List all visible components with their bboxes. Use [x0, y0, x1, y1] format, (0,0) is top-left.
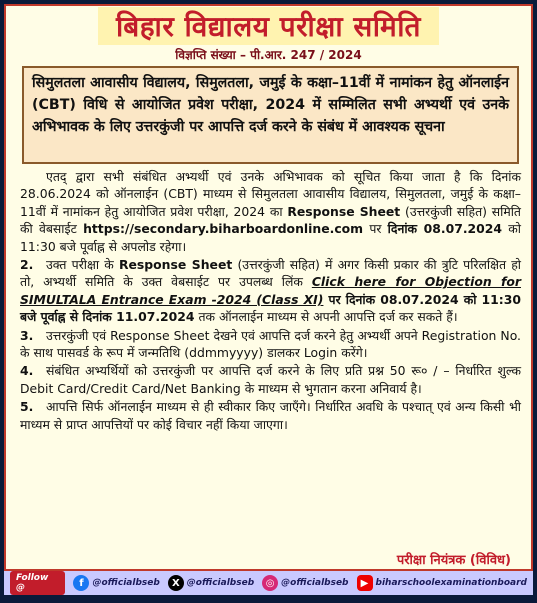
facebook-link[interactable]: f @officialbseb — [73, 575, 159, 591]
social-footer — [4, 571, 533, 595]
instagram-link[interactable]: ◎ @officialbseb — [262, 575, 348, 591]
youtube-icon: ▶ — [357, 575, 373, 591]
notice-body — [20, 168, 521, 434]
x-icon: X — [168, 575, 184, 591]
notice-sheet — [4, 4, 533, 571]
x-link[interactable]: X @officialbseb — [168, 575, 254, 591]
objection-link[interactable]: Click here for Objection for SIMULTALA Entrance Exam -2024 (Class XI) — [20, 274, 521, 307]
paragraph-5: 5. आपत्ति सिर्फ ऑनलाईन माध्यम से ही स्वीकार किए जाएँगे। निर्धारित अवधि के पश्चात् एवं अन्य किसी भी माध्यम से प्राप्त आपत्तियों पर कोई विचार नहीं किया जाएगा। — [20, 399, 521, 432]
youtube-link[interactable]: ▶ biharschoolexaminationboard — [357, 575, 527, 591]
notice-subject: सिमुलतला आवासीय विद्यालय, सिमुलतला, जमुई के कक्षा–11वीं में नामांकन हेतु ऑनलाईन (CBT) विधि से आयोजित प्रवेश परीक्षा, 2024 में सम्मिलित सभी अभ्यर्थी एवं उनके अभिभावक के लिए उत्तरकुंजी पर आपत्ति दर्ज करने के संबंध में आवश्यक सूचना — [22, 66, 519, 164]
instagram-icon: ◎ — [262, 575, 278, 591]
paragraph-intro: एतद् द्वारा सभी संबंधित अभ्यर्थी एवं उनके अभिभावक को सूचित किया जाता है कि दिनांक 28.06.2024 को ऑनलाईन (CBT) माध्यम से सिमुलतला आवासीय विद्यालय, सिमुलतला, जमुई के कक्षा–11वीं में नामांकन हेतु आयोजित प्रवेश परीक्षा, 2024 का Response Sheet (उत्तरकुंजी सहित) समिति की वेबसाईट https://secondary.biharboardonline.com पर दिनांक 08.07.2024 को 11:30 बजे पूर्वाह्न से अपलोड रहेगा। — [20, 169, 521, 254]
facebook-icon: f — [73, 575, 89, 591]
paragraph-4: 4. संबंधित अभ्यर्थियों को उत्तरकुंजी पर आपत्ति दर्ज करने के लिए प्रति प्रश्न 50 रू० / – निर्धारित शुल्क Debit Card/Credit Card/Net Banking के माध्यम से भुगतान करना अनिवार्य है। — [20, 363, 521, 396]
paragraph-2: 2. उक्त परीक्षा के Response Sheet (उत्तरकुंजी सहित) में अगर किसी प्रकार की त्रुटि परिलक्षित हो तो, अभ्यर्थी समिति के उक्त वेबसाईट पर उपलब्ध लिंक Click here for Objection for SIMULTALA Entrance Exam -2024 (Class XI) पर दिनांक 08.07.2024 को 11:30 बजे पूर्वाह्न से दिनांक 11.07.2024 तक ऑनलाईन माध्यम से अपनी आपत्ति दर्ज कर सकते हैं। — [20, 257, 522, 325]
paragraph-3: 3. उत्तरकुंजी एवं Response Sheet देखने एवं आपत्ति दर्ज करने हेतु अभ्यर्थी अपने Registration No. के साथ पासवर्ड के रूप में जन्मतिथि (ddmmyyyy) डालकर Login करेंगे। — [20, 327, 521, 361]
website-link[interactable]: https://secondary.biharboardonline.com — [83, 221, 364, 237]
board-title-text: बिहार विद्यालय परीक्षा समिति — [98, 7, 439, 45]
board-title — [6, 6, 531, 46]
follow-label: Follow @ — [10, 571, 65, 595]
notice-number: विज्ञप्ति संख्या – पी.आर. 247 / 2024 — [175, 48, 362, 62]
signature: परीक्षा नियंत्रक (विविध) — [396, 553, 511, 568]
